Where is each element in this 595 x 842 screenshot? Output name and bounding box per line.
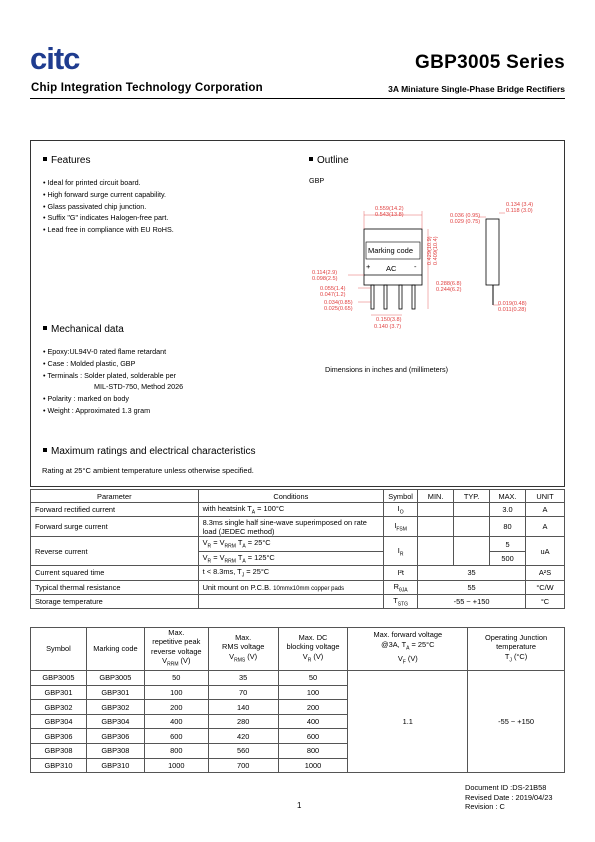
list-item: • Lead free in compliance with EU RoHS. bbox=[43, 225, 174, 235]
cond-cell: t < 8.3ms, $T_J = 25^\circ C$ bbox=[198, 566, 384, 580]
square-bullet-icon bbox=[309, 157, 313, 161]
table-header-row bbox=[31, 490, 565, 503]
list-item: • Epoxy:UL94V-0 rated flame retardant bbox=[43, 347, 167, 356]
dim-label: 0.140 (3.7) bbox=[374, 324, 402, 330]
dim-label: 0.409(10.4) bbox=[433, 236, 439, 265]
param-cell: Forward surge current bbox=[31, 517, 199, 537]
min-cell bbox=[418, 537, 454, 566]
max-cell: 500 bbox=[490, 551, 526, 565]
header-cell: MIN. bbox=[418, 490, 454, 503]
typ-cell bbox=[454, 537, 490, 566]
page-number: 1 bbox=[297, 801, 302, 810]
symbol-cell: GBP306 bbox=[31, 729, 87, 744]
mechanical-list bbox=[43, 346, 183, 417]
header-cell: Symbol bbox=[384, 490, 418, 503]
table-row bbox=[31, 671, 565, 686]
company-name: Chip Integration Technology Corporation bbox=[31, 82, 263, 94]
header-cell: Max. RMS voltage $V_{RMS}$ (V) bbox=[208, 628, 278, 671]
marking-code-text: Marking code bbox=[368, 246, 414, 255]
header-cell: Marking code bbox=[86, 628, 144, 671]
param-cell: Reverse current bbox=[31, 537, 199, 566]
symbol-cell: $I_O$ bbox=[384, 503, 418, 517]
table-row bbox=[31, 594, 565, 608]
dim-label: 0.029 (0.75) bbox=[450, 219, 481, 225]
vrms-cell: 140 bbox=[208, 700, 278, 715]
dim-label: 0.019(0.48) bbox=[498, 301, 527, 307]
typ-cell bbox=[454, 517, 490, 537]
value-cell: 55 bbox=[418, 580, 526, 594]
value-cell: -55 ~ +150 bbox=[418, 594, 526, 608]
mechanical-heading-text: Mechanical data bbox=[51, 324, 124, 335]
document-info bbox=[465, 783, 553, 812]
table-row bbox=[31, 566, 565, 580]
header-cell: UNIT bbox=[526, 490, 565, 503]
dim-label: 0.134 (3.4) bbox=[506, 202, 534, 208]
tj-cell: -55 ~ +150 bbox=[468, 671, 565, 773]
vrrm-cell: 400 bbox=[144, 714, 208, 729]
citc-logo bbox=[30, 42, 104, 76]
package-body bbox=[364, 229, 422, 285]
table-row bbox=[31, 537, 565, 551]
max-cell: 3.0 bbox=[490, 503, 526, 517]
header-cell: Max. forward voltage @3A, $T_A = 25^\circ C$ $V_F$ (V) bbox=[348, 628, 468, 671]
vrms-cell: 700 bbox=[208, 758, 278, 773]
rating-note: Rating at 25°C ambient temperature unless otherwise specified. bbox=[42, 466, 254, 475]
unit-cell: A bbox=[526, 503, 565, 517]
header-cell: Max. DC blocking voltage $V_R$ (V) bbox=[278, 628, 348, 671]
symbol-cell: $I_{FSM}$ bbox=[384, 517, 418, 537]
vrms-cell: 280 bbox=[208, 714, 278, 729]
vrrm-cell: 200 bbox=[144, 700, 208, 715]
header-cell: Conditions bbox=[198, 490, 384, 503]
revised-date: Revised Date : 2019/04/23 bbox=[465, 792, 553, 802]
ratings-heading-text: Maximum ratings and electrical characteristics bbox=[51, 446, 256, 457]
package-side-view bbox=[486, 219, 499, 285]
list-item: • Ideal for printed circuit board. bbox=[43, 178, 141, 187]
marking-cell: GBP308 bbox=[86, 744, 144, 759]
typ-cell bbox=[454, 503, 490, 517]
header-cell: Symbol bbox=[31, 628, 87, 671]
symbol-cell: GBP310 bbox=[31, 758, 87, 773]
package-outline-drawing bbox=[300, 195, 565, 335]
package-label: GBP bbox=[309, 176, 325, 185]
plus-text: + bbox=[366, 262, 371, 271]
dimensions-note: Dimensions in inches and (millimeters) bbox=[325, 365, 449, 374]
logo-text: citc bbox=[30, 42, 80, 76]
list-item: • Glass passivated chip junction. bbox=[43, 201, 147, 211]
cond-cell: 8.3ms single half sine-wave superimposed on rate load (JEDEC method) bbox=[198, 517, 384, 537]
vdc-cell: 50 bbox=[278, 671, 348, 686]
marking-cell: GBP3005 bbox=[86, 671, 144, 686]
dim-label: 0.011(0.28) bbox=[498, 307, 527, 313]
marking-cell: GBP302 bbox=[86, 700, 144, 715]
param-cell: Current squared time bbox=[31, 566, 199, 580]
cond-cell: Unit mount on P.C.B. 10mmx10mm copper pads bbox=[198, 580, 384, 594]
cond-cell: with heatsink $T_A = 100^\circ C$ bbox=[198, 503, 384, 517]
symbol-cell: $T_{STG}$ bbox=[384, 594, 418, 608]
unit-cell: uA bbox=[526, 537, 565, 566]
unit-cell: °C/W bbox=[526, 580, 565, 594]
list-item: • Terminals : Solder plated, solderable per bbox=[43, 370, 177, 380]
list-item: • Weight : Approximated 1.3 gram bbox=[43, 405, 151, 415]
max-cell: 5 bbox=[490, 537, 526, 551]
vrms-cell: 35 bbox=[208, 671, 278, 686]
symbol-cell: GBP308 bbox=[31, 744, 87, 759]
marking-cell: GBP301 bbox=[86, 685, 144, 700]
dim-label: 0.543(13.8) bbox=[375, 212, 404, 218]
features-heading bbox=[43, 155, 90, 166]
outline-heading bbox=[309, 155, 349, 166]
ac-text: AC bbox=[386, 264, 397, 273]
product-subtitle: 3A Miniature Single-Phase Bridge Rectifiers bbox=[388, 84, 565, 94]
dim-label: 0.288(6.8) bbox=[436, 281, 462, 287]
value-cell: 35 bbox=[418, 566, 526, 580]
symbol-cell: GBP302 bbox=[31, 700, 87, 715]
dim-label: 0.047(1.2) bbox=[320, 292, 346, 298]
vrrm-cell: 100 bbox=[144, 685, 208, 700]
dim-label: 0.036 (0.95) bbox=[450, 213, 481, 219]
square-bullet-icon bbox=[43, 326, 47, 330]
minus-text: - bbox=[414, 262, 417, 271]
series-title: GBP3005 Series bbox=[415, 52, 565, 73]
symbol-cell: $I_R$ bbox=[384, 537, 418, 566]
dim-label: 0.114(2.9) bbox=[312, 270, 338, 276]
ratings-table bbox=[30, 489, 565, 609]
vdc-cell: 100 bbox=[278, 685, 348, 700]
dim-label: 0.098(2.5) bbox=[312, 276, 338, 282]
vrms-cell: 420 bbox=[208, 729, 278, 744]
header-divider bbox=[30, 98, 565, 99]
symbol-cell: I²t bbox=[384, 566, 418, 580]
features-list bbox=[43, 177, 174, 236]
cond-cell: $V_R = V_{RRM}$ $T_A = 25^\circ C$ bbox=[198, 537, 384, 551]
dim-label: 0.150(3.8) bbox=[376, 317, 402, 323]
vdc-cell: 200 bbox=[278, 700, 348, 715]
vrrm-cell: 50 bbox=[144, 671, 208, 686]
marking-cell: GBP310 bbox=[86, 758, 144, 773]
marking-cell: GBP306 bbox=[86, 729, 144, 744]
dim-label: 0.118 (3.0) bbox=[506, 208, 533, 214]
min-cell bbox=[418, 517, 454, 537]
vrms-cell: 560 bbox=[208, 744, 278, 759]
square-bullet-icon bbox=[43, 157, 47, 161]
list-item: • High forward surge current capability. bbox=[43, 189, 167, 199]
vrrm-cell: 1000 bbox=[144, 758, 208, 773]
param-cell: Storage temperature bbox=[31, 594, 199, 608]
dim-label: 0.034(0.85) bbox=[324, 300, 353, 306]
param-cell: Typical thermal resistance bbox=[31, 580, 199, 594]
symbol-cell: GBP301 bbox=[31, 685, 87, 700]
vdc-cell: 600 bbox=[278, 729, 348, 744]
table-header-row bbox=[31, 628, 565, 671]
list-item: • Suffix "G" indicates Halogen-free part. bbox=[43, 213, 169, 223]
table-row bbox=[31, 503, 565, 517]
marking-cell: GBP304 bbox=[86, 714, 144, 729]
vrrm-cell: 600 bbox=[144, 729, 208, 744]
min-cell bbox=[418, 503, 454, 517]
unit-cell: A²S bbox=[526, 566, 565, 580]
header-cell: MAX. bbox=[490, 490, 526, 503]
revision: Revision : C bbox=[465, 802, 505, 812]
cond-cell: $V_R = V_{RRM}$ $T_A = 125^\circ C$ bbox=[198, 551, 384, 565]
unit-cell: °C bbox=[526, 594, 565, 608]
symbol-cell: $R_{\theta JA}$ bbox=[384, 580, 418, 594]
vf-cell: 1.1 bbox=[348, 671, 468, 773]
header-cell: Max. repetitive peak reverse voltage $V_{RRM}$ (V) bbox=[144, 628, 208, 671]
dim-label: 0.429(10.9) bbox=[427, 236, 433, 265]
unit-cell: A bbox=[526, 517, 565, 537]
header-cell: TYP. bbox=[454, 490, 490, 503]
table-row bbox=[31, 580, 565, 594]
cond-cell bbox=[198, 594, 384, 608]
dim-label: 0.559(14.2) bbox=[375, 206, 404, 212]
parts-table bbox=[30, 627, 565, 773]
list-item: • Polarity : marked on body bbox=[43, 394, 130, 404]
header-cell: Parameter bbox=[31, 490, 199, 503]
list-item: MIL-STD-750, Method 2026 bbox=[94, 382, 184, 392]
features-heading-text: Features bbox=[51, 155, 91, 166]
max-cell: 80 bbox=[490, 517, 526, 537]
symbol-cell: GBP3005 bbox=[31, 671, 87, 686]
ratings-heading bbox=[43, 446, 256, 457]
header-cell: Operating Junction temperature $T_J$ (°C) bbox=[468, 628, 565, 671]
document-id: Document ID :DS-21B58 bbox=[465, 783, 547, 792]
table-row bbox=[31, 517, 565, 537]
symbol-cell: GBP304 bbox=[31, 714, 87, 729]
vrms-cell: 70 bbox=[208, 685, 278, 700]
mechanical-heading bbox=[43, 324, 124, 335]
vdc-cell: 400 bbox=[278, 714, 348, 729]
dim-label: 0.055(1.4) bbox=[320, 286, 346, 292]
vdc-cell: 1000 bbox=[278, 758, 348, 773]
vdc-cell: 800 bbox=[278, 744, 348, 759]
list-item: • Case : Molded plastic, GBP bbox=[43, 358, 136, 368]
outline-heading-text: Outline bbox=[317, 155, 349, 166]
dim-label: 0.244(6.2) bbox=[436, 287, 462, 293]
square-bullet-icon bbox=[43, 448, 47, 452]
dim-label: 0.025(0.65) bbox=[324, 306, 353, 312]
vrrm-cell: 800 bbox=[144, 744, 208, 759]
param-cell: Forward rectified current bbox=[31, 503, 199, 517]
